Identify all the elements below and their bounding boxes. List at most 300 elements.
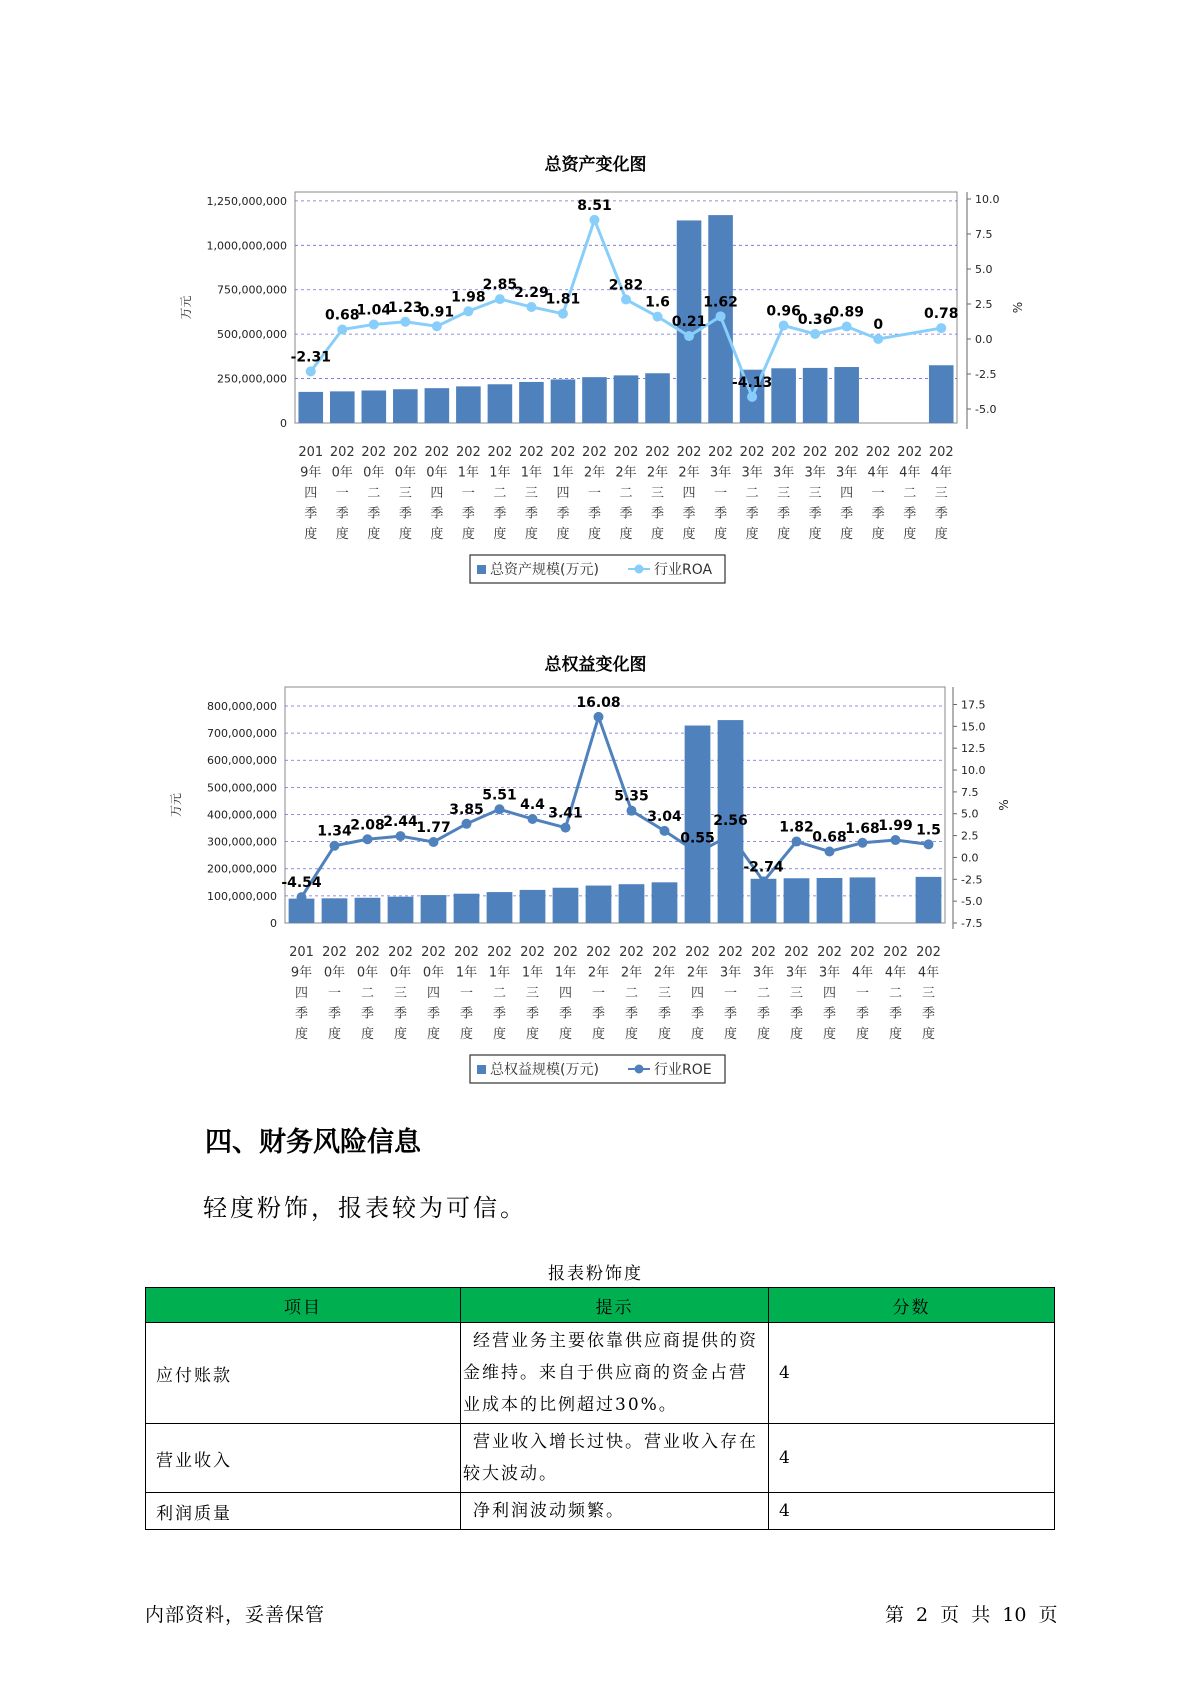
left-axis-title: 万元	[169, 792, 183, 818]
x-tick-label: 1年	[552, 465, 574, 481]
risk-table	[145, 1287, 1055, 1530]
bar	[421, 895, 447, 923]
x-tick-label: 202	[619, 945, 644, 960]
x-tick-label: 四	[430, 486, 444, 501]
x-tick-label: 季	[714, 506, 728, 522]
line-point	[495, 804, 505, 814]
x-tick-label: 度	[426, 1027, 441, 1042]
left-tick-label: 0	[270, 917, 277, 930]
x-tick-label: 三	[524, 486, 538, 501]
x-tick-label: 三	[657, 986, 672, 1001]
bar	[289, 899, 315, 923]
x-tick-label: 2年	[653, 965, 676, 981]
x-tick-label: 202	[355, 945, 380, 960]
x-tick-label: 度	[459, 1027, 474, 1042]
x-tick-label: 4年	[884, 965, 907, 981]
right-tick-label: -5.0	[961, 895, 983, 909]
line-point	[693, 848, 703, 858]
x-tick-label: 度	[714, 527, 728, 542]
x-tick-label: 202	[928, 445, 954, 460]
legend-line-marker	[635, 1065, 644, 1074]
data-label: 1.62	[703, 294, 738, 311]
x-tick-label: 四	[426, 986, 441, 1001]
bar	[322, 898, 348, 923]
x-tick-label: 四	[556, 486, 570, 501]
x-tick-label: 季	[777, 506, 791, 522]
data-label: 0.91	[419, 304, 455, 321]
right-tick-label: 10.0	[961, 764, 986, 778]
row-item: 利润质量	[146, 1493, 461, 1530]
line-point	[363, 834, 373, 844]
x-tick-label: 季	[657, 1006, 672, 1022]
x-tick-label: 202	[455, 445, 481, 460]
x-tick-label: 3年	[741, 465, 763, 481]
x-tick-label: 202	[817, 945, 842, 960]
row-score: 4	[769, 1493, 1055, 1530]
data-label: 1.99	[878, 818, 913, 835]
x-tick-label: 度	[871, 527, 885, 542]
line-point	[825, 847, 835, 857]
x-tick-label: 一	[714, 486, 728, 501]
x-tick-label: 三	[777, 486, 791, 501]
x-tick-label: 度	[525, 1027, 540, 1042]
x-tick-label: 季	[822, 1006, 837, 1022]
left-tick-label: 1,250,000,000	[206, 194, 287, 208]
header-item: 项目	[146, 1288, 461, 1323]
x-tick-label: 度	[294, 1027, 309, 1042]
row-score: 4	[769, 1424, 1055, 1493]
x-tick-label: 202	[850, 945, 875, 960]
x-tick-label: 0年	[356, 965, 379, 981]
x-tick-label: 二	[492, 986, 507, 1001]
bar	[553, 888, 579, 923]
x-tick-label: 季	[587, 506, 601, 522]
x-tick-label: 季	[558, 1006, 573, 1022]
x-tick-label: 202	[582, 445, 607, 460]
x-tick-label: 202	[424, 445, 450, 460]
right-tick-label: 5.0	[961, 807, 979, 821]
x-tick-label: 度	[651, 527, 665, 542]
x-tick-label: 0年	[331, 465, 353, 481]
line-point	[429, 837, 439, 847]
x-tick-label: 4年	[930, 465, 952, 481]
x-tick-label: 度	[822, 1027, 837, 1042]
x-tick-label: 度	[327, 1027, 342, 1042]
row-hint: 净利润波动频繁。	[461, 1493, 769, 1530]
x-tick-label: 度	[690, 1027, 705, 1042]
left-tick-label: 600,000,000	[207, 754, 277, 768]
x-tick-label: 度	[777, 527, 791, 542]
x-tick-label: 1年	[520, 465, 543, 481]
x-tick-label: 202	[676, 445, 702, 460]
bar	[454, 894, 480, 923]
data-label: 0	[873, 317, 884, 333]
x-tick-label: 季	[921, 1006, 936, 1022]
right-tick-label: 15.0	[961, 720, 986, 734]
data-label: 2.56	[713, 813, 748, 830]
data-label: 2.29	[514, 284, 549, 301]
x-tick-label: 季	[393, 1006, 408, 1022]
left-tick-label: 500,000,000	[207, 781, 277, 795]
x-tick-label: 一	[871, 486, 885, 501]
table-header-row	[146, 1288, 1055, 1323]
x-tick-label: 度	[492, 1027, 507, 1042]
data-label: -2.31	[290, 349, 331, 366]
x-tick-label: 二	[903, 486, 917, 501]
x-tick-label: 三	[808, 486, 822, 501]
line-point	[297, 892, 307, 902]
x-tick-label: 季	[360, 1006, 375, 1022]
x-tick-label: 度	[723, 1027, 738, 1042]
x-tick-label: 二	[888, 986, 903, 1001]
x-tick-label: 202	[897, 445, 923, 460]
x-tick-label: 202	[883, 945, 908, 960]
x-tick-label: 2年	[646, 465, 669, 481]
x-tick-label: 季	[745, 506, 759, 522]
x-tick-label: 3年	[818, 965, 841, 981]
x-tick-label: 度	[619, 527, 633, 542]
legend-item: 行业ROA	[654, 562, 713, 578]
line-point	[660, 826, 670, 836]
x-tick-label: 一	[335, 486, 349, 501]
data-label: 3.04	[647, 808, 682, 825]
x-tick-label: 季	[459, 1006, 474, 1022]
table-row	[146, 1323, 1055, 1424]
right-tick-label: 0.0	[975, 333, 993, 346]
x-tick-label: 季	[723, 1006, 738, 1022]
x-tick-label: 一	[855, 986, 870, 1001]
x-tick-label: 3年	[709, 465, 732, 481]
x-tick-label: 度	[461, 527, 475, 542]
x-tick-label: 202	[392, 445, 418, 460]
left-tick-label: 250,000,000	[217, 372, 287, 386]
x-tick-label: 202	[329, 445, 355, 460]
x-tick-label: 3年	[772, 465, 795, 481]
data-label: 8.51	[577, 197, 612, 214]
table-row	[146, 1493, 1055, 1530]
data-label: 2.82	[608, 277, 644, 294]
bar	[586, 886, 612, 923]
x-tick-label: 0年	[426, 465, 448, 481]
right-tick-label: 17.5	[961, 698, 986, 712]
x-tick-label: 2年	[620, 965, 643, 981]
x-tick-label: 202	[421, 945, 446, 960]
x-tick-label: 202	[487, 945, 512, 960]
right-tick-label: -7.5	[961, 917, 983, 930]
x-tick-label: 季	[493, 506, 507, 522]
left-tick-label: 300,000,000	[207, 835, 277, 849]
legend-item: 行业ROE	[654, 1062, 712, 1078]
data-label: 1.77	[416, 819, 451, 836]
bar	[355, 898, 381, 923]
x-tick-label: 季	[335, 506, 349, 522]
right-tick-label: -5.0	[975, 403, 997, 416]
left-axis-title: 万元	[179, 295, 193, 320]
bar	[487, 892, 513, 923]
line-point	[726, 830, 736, 840]
x-tick-label: 季	[903, 506, 917, 522]
line-point	[924, 839, 934, 849]
x-tick-label: 二	[367, 486, 381, 501]
line-point	[330, 841, 340, 851]
data-label: 1.23	[388, 299, 423, 316]
x-tick-label: 度	[591, 1027, 606, 1042]
x-tick-label: 度	[558, 1027, 573, 1042]
x-tick-label: 202	[771, 445, 797, 460]
x-tick-label: 度	[556, 527, 570, 542]
x-tick-label: 二	[619, 486, 633, 501]
x-tick-label: 一	[327, 986, 342, 1001]
line-point	[594, 712, 604, 722]
x-tick-label: 202	[865, 445, 891, 460]
x-tick-label: 3年	[719, 965, 742, 981]
left-tick-label: 400,000,000	[207, 808, 277, 822]
x-tick-label: 202	[739, 445, 765, 460]
header-score: 分数	[769, 1288, 1055, 1323]
data-label: 0.55	[680, 830, 715, 847]
left-tick-label: 750,000,000	[217, 283, 287, 297]
header-hint: 提示	[461, 1288, 769, 1323]
x-tick-label: 季	[294, 1006, 309, 1022]
bar	[520, 890, 546, 923]
right-tick-label: 0.0	[961, 851, 979, 865]
x-tick-label: 季	[525, 1006, 540, 1022]
data-label: 1.81	[545, 291, 581, 308]
x-tick-label: 季	[651, 506, 665, 522]
x-tick-label: 二	[360, 986, 375, 1001]
x-tick-label: 季	[624, 1006, 639, 1022]
data-label: 1.6	[645, 294, 670, 311]
x-tick-label: 三	[393, 986, 408, 1001]
row-item: 应付账款	[146, 1323, 461, 1424]
plot-area	[285, 687, 945, 923]
data-label: 16.08	[576, 694, 621, 711]
x-tick-label: 4年	[899, 465, 921, 481]
x-tick-label: 1年	[455, 965, 478, 981]
data-label: -4.54	[281, 875, 322, 892]
x-tick-label: 度	[304, 527, 318, 542]
x-tick-label: 度	[657, 1027, 672, 1042]
data-label: 4.4	[520, 796, 545, 813]
x-tick-label: 4年	[867, 465, 889, 481]
bar	[388, 897, 414, 923]
x-tick-label: 三	[525, 986, 540, 1001]
right-tick-label: 5.0	[975, 263, 993, 276]
left-tick-label: 200,000,000	[207, 862, 277, 876]
x-tick-label: 三	[921, 986, 936, 1001]
left-tick-label: 700,000,000	[207, 727, 277, 741]
data-label: 1.68	[845, 820, 880, 837]
x-tick-label: 202	[916, 945, 941, 960]
x-tick-label: 度	[921, 1027, 936, 1042]
x-tick-label: 202	[652, 945, 677, 960]
x-tick-label: 度	[888, 1027, 903, 1042]
x-tick-label: 202	[784, 945, 809, 960]
footer-confidential: 内部资料，妥善保管	[145, 1604, 326, 1626]
data-label: 0.68	[325, 307, 360, 324]
x-tick-label: 季	[871, 506, 885, 522]
x-tick-label: 9年	[290, 965, 313, 981]
right-axis-title: %	[1011, 301, 1025, 314]
data-label: 2.44	[383, 814, 418, 831]
data-label: 2.08	[350, 817, 385, 834]
x-tick-label: 4年	[917, 965, 940, 981]
x-tick-label: 季	[888, 1006, 903, 1022]
x-tick-label: 202	[553, 945, 578, 960]
legend-item: 总权益规模(万元)	[490, 1062, 599, 1078]
x-tick-label: 四	[822, 986, 837, 1001]
right-tick-label: 2.5	[961, 829, 979, 843]
x-tick-label: 季	[789, 1006, 804, 1022]
x-tick-label: 度	[934, 527, 948, 542]
x-tick-label: 201	[289, 945, 314, 960]
bar	[850, 877, 876, 923]
right-tick-label: 7.5	[961, 785, 979, 799]
right-tick-label: -2.5	[975, 368, 997, 381]
x-tick-label: 三	[651, 486, 665, 501]
row-hint: 经营业务主要依靠供应商提供的资金维持。来自于供应商的资金占营业成本的比例超过30%。	[461, 1323, 769, 1424]
x-tick-label: 202	[802, 445, 828, 460]
table-caption: 报表粉饰度	[548, 1264, 643, 1284]
line-point	[561, 823, 571, 833]
x-tick-label: 0年	[323, 965, 346, 981]
x-tick-label: 1年	[488, 965, 511, 981]
x-tick-label: 度	[335, 527, 349, 542]
x-tick-label: 202	[550, 445, 576, 460]
x-tick-label: 季	[426, 1006, 441, 1022]
left-tick-label: 500,000,000	[217, 328, 287, 342]
right-tick-label: 2.5	[975, 298, 993, 311]
left-tick-label: 0	[280, 417, 287, 430]
row-score: 4	[769, 1323, 1055, 1424]
x-tick-label: 季	[492, 1006, 507, 1022]
x-tick-label: 3年	[785, 965, 808, 981]
left-tick-label: 1,000,000,000	[206, 239, 287, 253]
x-tick-label: 0年	[394, 465, 416, 481]
x-tick-label: 二	[493, 486, 507, 501]
x-tick-label: 三	[398, 486, 412, 501]
x-tick-label: 3年	[804, 465, 826, 481]
section-text: 轻度粉饰，报表较为可信。	[203, 1194, 527, 1222]
x-tick-label: 度	[745, 527, 759, 542]
x-tick-label: 2年	[587, 965, 610, 981]
x-tick-label: 二	[756, 986, 771, 1001]
x-tick-label: 四	[304, 486, 318, 501]
legend-bar-swatch	[477, 1065, 486, 1074]
chart1-title: 总资产变化图	[544, 155, 647, 175]
x-tick-label: 202	[454, 945, 479, 960]
x-tick-label: 季	[304, 506, 318, 522]
x-tick-label: 0年	[363, 465, 385, 481]
line-point	[759, 876, 769, 886]
x-tick-label: 季	[808, 506, 822, 522]
x-tick-label: 季	[934, 506, 948, 522]
line-point	[891, 835, 901, 845]
x-tick-label: 四	[558, 986, 573, 1001]
x-tick-label: 季	[524, 506, 538, 522]
x-tick-label: 202	[685, 945, 710, 960]
x-tick-label: 度	[903, 527, 917, 542]
x-tick-label: 四	[682, 486, 696, 501]
x-tick-label: 度	[393, 1027, 408, 1042]
x-tick-label: 二	[624, 986, 639, 1001]
x-tick-label: 四	[294, 986, 309, 1001]
x-tick-label: 202	[487, 445, 513, 460]
x-tick-label: 四	[840, 486, 854, 501]
line-point	[528, 814, 538, 824]
x-tick-label: 2年	[686, 965, 709, 981]
row-hint: 营业收入增长过快。营业收入存在较大波动。	[461, 1424, 769, 1493]
row-item: 营业收入	[146, 1424, 461, 1493]
section-heading: 四、财务风险信息	[205, 1127, 421, 1158]
data-label: 3.85	[449, 801, 484, 818]
bar	[619, 884, 645, 923]
x-tick-label: 三	[789, 986, 804, 1001]
data-label: 2.85	[482, 277, 518, 294]
x-tick-label: 201	[298, 445, 324, 460]
x-tick-label: 202	[751, 945, 776, 960]
x-tick-label: 度	[587, 527, 601, 542]
x-tick-label: 度	[624, 1027, 639, 1042]
right-tick-label: 10.0	[975, 193, 1000, 206]
x-tick-label: 202	[519, 445, 544, 460]
x-tick-label: 2年	[583, 465, 606, 481]
x-tick-label: 202	[586, 945, 611, 960]
x-tick-label: 季	[690, 1006, 705, 1022]
x-tick-label: 202	[322, 945, 347, 960]
bar	[652, 882, 678, 923]
right-tick-label: 12.5	[961, 742, 986, 756]
data-label: 0.89	[829, 304, 864, 321]
data-label: 1.04	[356, 302, 392, 319]
x-tick-label: 一	[587, 486, 601, 501]
x-tick-label: 度	[524, 527, 538, 542]
x-tick-label: 季	[556, 506, 570, 522]
data-label: -2.74	[743, 859, 784, 876]
x-tick-label: 202	[708, 445, 733, 460]
legend-item: 总资产规模(万元)	[490, 562, 599, 578]
x-tick-label: 一	[459, 986, 474, 1001]
x-tick-label: 季	[461, 506, 475, 522]
x-tick-label: 四	[690, 986, 705, 1001]
x-tick-label: 202	[613, 445, 639, 460]
x-tick-label: 1年	[489, 465, 511, 481]
x-tick-label: 季	[327, 1006, 342, 1022]
x-tick-label: 0年	[422, 965, 445, 981]
x-tick-label: 1年	[554, 965, 577, 981]
data-label: 0.36	[797, 311, 833, 328]
data-label: 5.51	[482, 787, 517, 804]
x-tick-label: 度	[756, 1027, 771, 1042]
data-label: 1.98	[451, 289, 486, 306]
table-row	[146, 1424, 1055, 1493]
line-point	[462, 819, 472, 829]
x-tick-label: 三	[934, 486, 948, 501]
x-tick-label: 9年	[300, 465, 322, 481]
x-tick-label: 季	[591, 1006, 606, 1022]
x-tick-label: 季	[840, 506, 854, 522]
x-tick-label: 202	[388, 945, 413, 960]
x-tick-label: 季	[398, 506, 412, 522]
right-axis-title: %	[997, 799, 1011, 811]
x-tick-label: 202	[645, 445, 670, 460]
line-point	[792, 837, 802, 847]
data-label: 0.78	[923, 306, 959, 323]
bar	[817, 878, 843, 923]
right-tick-label: -2.5	[961, 873, 983, 887]
x-tick-label: 季	[756, 1006, 771, 1022]
x-tick-label: 2年	[678, 465, 700, 481]
